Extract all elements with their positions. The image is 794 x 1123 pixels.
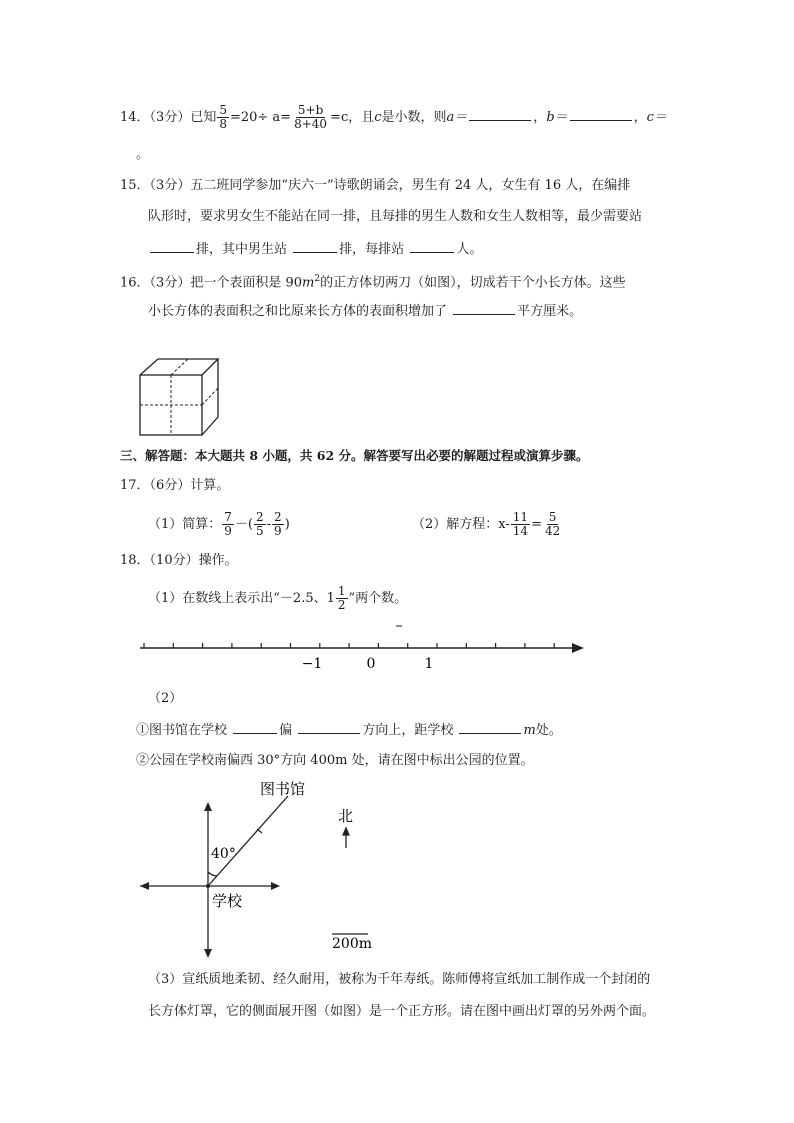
north-arrow-icon — [343, 828, 349, 848]
map-arrow-up — [204, 802, 212, 811]
q14-line: 14．（3分）已知 $\frac{5}{8}$ =20÷ a= $\frac{5+b}{8+40}$ =c，且c是小数，则a＝ ，b＝ ，c＝ — [120, 103, 667, 131]
q14-blank-a[interactable] — [469, 106, 531, 121]
q18-part2-item1: ①图书馆在学校 偏 方向上，距学校 m处。 — [136, 719, 562, 741]
map-arrow-right — [271, 882, 280, 890]
q14-blank-b[interactable] — [570, 106, 632, 121]
q14-fraction-1: $\frac{5}{8}$ — [219, 103, 227, 131]
map-label-north: 北 — [338, 807, 354, 825]
q18-part2-label: （2） — [148, 691, 183, 706]
map-label-library: 图书馆 — [260, 780, 306, 798]
q17-part2: （2）解方程：x- $\frac{11}{14}$ = $\frac{5}{42}$ — [412, 510, 561, 538]
map-library-ray — [208, 796, 288, 886]
q18-blank-distance[interactable] — [459, 719, 521, 734]
map-arrow-left — [140, 882, 149, 890]
q17-part1: （1）简算： $\frac{7}{9}$ －( $\frac{2}{5}$ - $\frac{2}{9}$ ) — [148, 510, 290, 538]
map-label-scale: 200m — [332, 936, 372, 952]
tick-label-1: 1 — [424, 656, 434, 672]
section3-heading: 三、解答题：本大题共 8 小题，共 62 分。解答要写出必要的解题过程或演算步骤。 — [120, 448, 589, 463]
q18-title: 18．（10分）操作。 — [120, 553, 238, 568]
cube-cut-top — [171, 359, 188, 375]
q18-blank-direction-1[interactable] — [233, 719, 277, 734]
q14-end: 。 — [136, 147, 150, 162]
map-school-point — [206, 884, 210, 888]
q15-line1: 15．（3分）五二班同学参加“庆六一”诗歌朗诵会，男生有 24 人，女生有 16 人，在编排 — [120, 178, 631, 193]
q17-title: 17．（6分）计算。 — [120, 478, 230, 493]
q18-part3-line1: （3）宣纸质地柔韧、经久耐用，被称为千年寿纸。陈师傅将宣纸加工制作成一个封闭的 — [148, 972, 651, 987]
map-label-school: 学校 — [212, 892, 243, 910]
tick-label-0: 0 — [366, 656, 376, 672]
number-line-arrow — [572, 643, 584, 653]
q15-blank-per-row[interactable] — [410, 238, 454, 253]
q18-part3-line2: 长方体灯罩，它的侧面展开图（如图）是一个正方形。请在图中画出灯罩的另外两个面。 — [148, 1004, 656, 1019]
map-angle-arc — [208, 872, 217, 876]
q14-fraction-2: $\frac{5+b}{8+40}$ — [294, 103, 328, 131]
q15-blank-boys-rows[interactable] — [293, 238, 337, 253]
q16-line1: 16．（3分）把一个表面积是 $90m^2$的正方体切两刀（如图），切成若干个小长方体。这些 — [120, 274, 626, 291]
q15-line3: 排，其中男生站 排，每排站 人。 — [148, 238, 482, 260]
cube-cut-side — [202, 388, 218, 405]
q16-line2: 小长方体的表面积之和比原来长方体的表面积增加了 平方厘米。 — [148, 300, 582, 322]
number-line[interactable] — [136, 618, 588, 676]
q16-blank-area[interactable] — [453, 300, 515, 315]
tick-label-minus-1: −1 — [301, 656, 323, 672]
map-diagram[interactable] — [136, 776, 396, 962]
q15-line2: 队形时，要求男女生不能站在同一排，且每排的男生人数和女生人数相等，最少需要站 — [148, 209, 643, 224]
q18-part2-item2: ②公园在学校南偏西 30°方向 400m 处，请在图中标出公园的位置。 — [136, 753, 534, 768]
q18-blank-direction-2[interactable] — [298, 719, 360, 734]
map-arrow-down — [204, 949, 212, 958]
q18-part1: （1）在数线上表示出“－2.5、1 $\frac{1}{2}$ ”两个数。 — [148, 584, 408, 612]
map-label-angle: 40° — [211, 846, 236, 862]
cube-figure — [136, 355, 222, 439]
q15-blank-rows[interactable] — [150, 238, 194, 253]
